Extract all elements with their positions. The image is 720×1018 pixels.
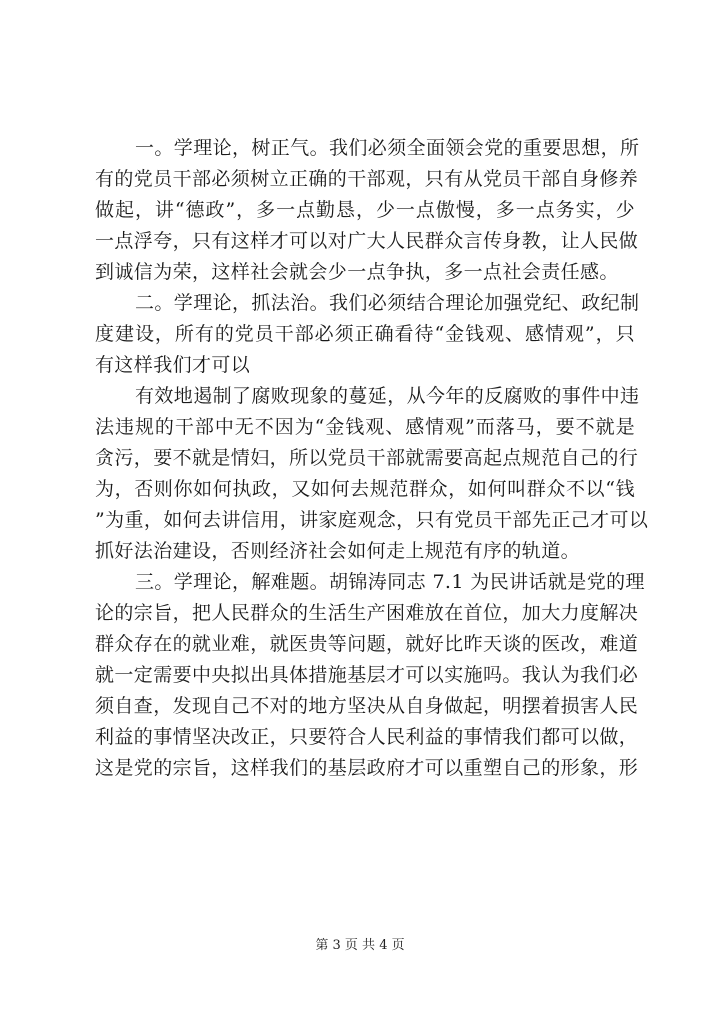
paragraph-line: 利益的事情坚决改正，只要符合人民利益的事情我们都可以做， bbox=[95, 726, 639, 748]
paragraph-line: 有效地遏制了腐败现象的蔓延，从今年的反腐败的事件中违 bbox=[135, 385, 640, 407]
paragraph-line: 三。学理论，解难题。胡锦涛同志 7.1 为民讲话就是党的理 bbox=[135, 571, 645, 593]
paragraph-line: 这是党的宗旨，这样我们的基层政府才可以重塑自己的形象，形 bbox=[95, 757, 639, 779]
paragraph-1 bbox=[95, 133, 640, 288]
paragraph-line: 做起，讲“德政”，多一点勤恳，少一点傲慢，多一点务实，少 bbox=[95, 199, 635, 221]
page-number-footer: 第 3 页 共 4 页 bbox=[315, 938, 405, 953]
paragraph-line: 为，否则你如何执政，又如何去规范群众，如何叫群众不以“钱 bbox=[95, 478, 635, 500]
paragraph-3 bbox=[95, 381, 649, 567]
paragraph-line: 二。学理论，抓法治。我们必须结合理论加强党纪、政纪制 bbox=[135, 292, 640, 314]
paragraph-line: 到诚信为荣，这样社会就会少一点争执，多一点社会责任感。 bbox=[95, 261, 619, 283]
paragraph-line: 抓好法治建设，否则经济社会如何走上规范有序的轨道。 bbox=[95, 540, 581, 562]
paragraph-line: 贪污，要不就是情妇，所以党员干部就需要高起点规范自己的行 bbox=[95, 447, 639, 469]
paragraph-line: 有的党员干部必须树立正确的干部观，只有从党员干部自身修养 bbox=[95, 168, 639, 190]
paragraph-line: 有这样我们才可以 bbox=[95, 354, 251, 376]
paragraph-line: 群众存在的就业难，就医贵等问题，就好比昨天谈的医改，难道 bbox=[95, 633, 639, 655]
paragraph-line: 度建设，所有的党员干部必须正确看待“金钱观、感情观”，只 bbox=[95, 323, 635, 345]
paragraph-line: 须自查，发现自己不对的地方坚决从自身做起，明摆着损害人民 bbox=[95, 695, 639, 717]
paragraph-line: 论的宗旨，把人民群众的生活生产困难放在首位，加大力度解决 bbox=[95, 602, 639, 624]
paragraph-line: ”为重，如何去讲信用，讲家庭观念，只有党员干部先正己才可以 bbox=[95, 509, 649, 531]
paragraph-4 bbox=[95, 567, 645, 784]
document-body bbox=[95, 133, 649, 784]
paragraph-line: 一点浮夸，只有这样才可以对广大人民群众言传身教，让人民做 bbox=[95, 230, 639, 252]
paragraph-line: 法违规的干部中无不因为“金钱观、感情观”而落马，要不就是 bbox=[95, 416, 635, 438]
paragraph-line: 一。学理论，树正气。我们必须全面领会党的重要思想，所 bbox=[135, 137, 640, 159]
paragraph-line: 就一定需要中央拟出具体措施基层才可以实施吗。我认为我们必 bbox=[95, 664, 639, 686]
paragraph-2 bbox=[95, 288, 640, 381]
